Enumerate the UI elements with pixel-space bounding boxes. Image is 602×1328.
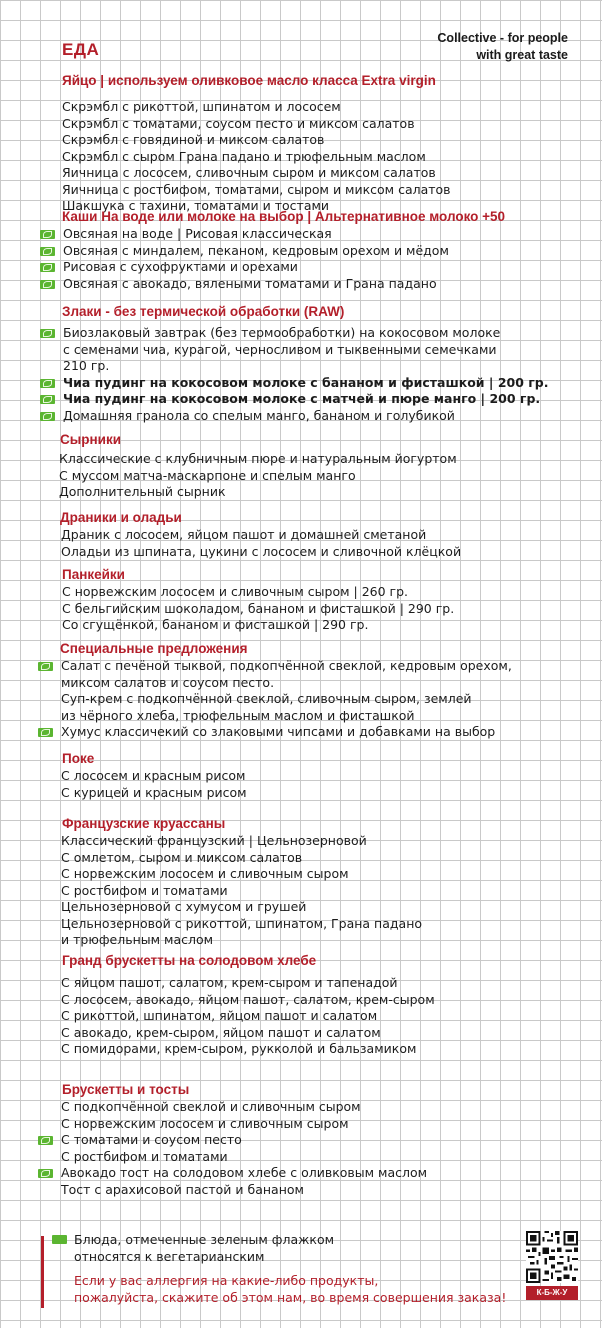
- menu-item-text: Классические с клубничным пюре и натуральным йогуртом: [59, 451, 457, 466]
- veg-flag-icon: [40, 263, 55, 272]
- menu-item-text: Овсяная с авокадо, вялеными томатами и Грана падано: [63, 275, 437, 291]
- menu-item-text: С ростбифом и томатами: [61, 882, 228, 898]
- menu-item-text: С авокадо, крем-сыром, яйцом пашот и салатом: [61, 1024, 381, 1040]
- menu-item: [62, 116, 602, 133]
- menu-item: [63, 408, 602, 425]
- menu-item-text: С муссом матча-маскарпоне и спелым манго: [59, 467, 356, 483]
- menu-item: [61, 1008, 602, 1025]
- menu-item: [62, 165, 602, 182]
- menu-item: [62, 617, 602, 634]
- menu-section: [0, 72, 602, 215]
- section-heading: Французские круассаны: [62, 816, 226, 831]
- veg-flag-icon: [40, 379, 55, 388]
- menu-item: [63, 243, 602, 260]
- veg-note: [74, 1231, 334, 1265]
- menu-item-text: Салат с печёной тыквой, подкопчённой свеклой, кедровым орехом,: [61, 658, 512, 673]
- menu-section: [0, 303, 602, 424]
- allergy-warning: [74, 1272, 506, 1306]
- menu-item: [61, 691, 602, 708]
- menu-item-text: Скрэмбл с сыром Грана падано и трюфельным маслом: [62, 148, 426, 164]
- veg-note-line-1: Блюда, отмеченные зеленым флажком: [74, 1232, 335, 1247]
- menu-item: [61, 916, 602, 933]
- menu-item-text: миксом салатов и соусом песто.: [61, 674, 275, 690]
- menu-item-text: Чиа пудинг на кокосовом молоке с матчей и пюре манго | 200 гр.: [63, 391, 541, 406]
- menu-item-text: С подкопчённой свеклой и сливочным сыром: [61, 1099, 361, 1114]
- menu-section: [0, 431, 602, 501]
- allergy-line-2: пожалуйста, скажите об этом нам, во время совершения заказа!: [74, 1290, 507, 1305]
- veg-flag-icon: [40, 412, 55, 421]
- menu-item-text: 210 гр.: [63, 358, 110, 373]
- veg-flag-icon: [38, 662, 53, 671]
- section-heading: Каши На воде или молоке на выбор | Альтернативное молоко +50: [62, 209, 506, 224]
- section-heading: Поке: [62, 751, 95, 766]
- menu-item: [61, 975, 602, 992]
- page-title: ЕДА: [62, 40, 100, 59]
- menu-item-text: С норвежским лососем и сливочным сыром: [61, 866, 349, 881]
- menu-item: [61, 1165, 602, 1182]
- veg-flag-icon: [38, 728, 53, 737]
- menu-item: [61, 708, 602, 725]
- menu-item: [62, 132, 602, 149]
- menu-item: [61, 724, 602, 741]
- menu-item: [61, 992, 602, 1009]
- menu-section: [0, 1081, 602, 1198]
- menu-item: [62, 584, 602, 601]
- menu-item: [63, 259, 602, 276]
- menu-section: [0, 566, 602, 634]
- menu-item: [61, 1099, 602, 1116]
- menu-item-text: С омлетом, сыром и миксом салатов: [61, 849, 303, 865]
- menu-item-text: С рикоттой, шпинатом, яйцом пашот и салатом: [61, 1008, 378, 1023]
- menu-item: [61, 1116, 602, 1133]
- tagline-line-2: with great taste: [476, 48, 568, 62]
- menu-item-text: С норвежским лососем и сливочным сыром | 260 гр.: [62, 584, 408, 599]
- menu-item-text: Шакшука с тахини, томатами и тостами: [62, 198, 330, 213]
- menu-item: [63, 358, 602, 375]
- veg-note-line-2: относятся к вегетарианским: [74, 1249, 265, 1264]
- menu-item: [61, 866, 602, 883]
- menu-item: [61, 544, 602, 561]
- menu-item-text: С томатами и соусом песто: [61, 1132, 242, 1147]
- menu-item: [61, 658, 602, 675]
- section-heading: Панкейки: [62, 567, 125, 582]
- menu-item-text: Рисовая с сухофруктами и орехами: [63, 259, 298, 274]
- menu-item: [61, 850, 602, 867]
- menu-item: [61, 675, 602, 692]
- menu-item: [63, 226, 602, 243]
- menu-item-text: Овсяная с миндалем, пеканом, кедровым орехом и мёдом: [63, 242, 449, 258]
- menu-item-text: С лососем, авокадо, яйцом пашот, салатом, крем-сыром: [61, 991, 435, 1007]
- menu-item-text: С курицей и красным рисом: [61, 784, 247, 800]
- menu-item-text: Цельнозерновой с хумусом и грушей: [61, 899, 307, 914]
- menu-item-text: из чёрного хлеба, трюфельным маслом и фисташкой: [61, 707, 415, 723]
- menu-item: [61, 1132, 602, 1149]
- veg-flag-icon: [38, 1136, 53, 1145]
- menu-item: [62, 182, 602, 199]
- menu-item: [61, 527, 602, 544]
- menu-item-text: С лососем и красным рисом: [61, 768, 246, 783]
- menu-item: [61, 899, 602, 916]
- menu-section: [0, 509, 602, 560]
- menu-section: [0, 640, 602, 741]
- brand-tagline: [437, 30, 568, 64]
- veg-flag-icon: [40, 280, 55, 289]
- section-heading: Драники и оладьи: [60, 510, 182, 525]
- menu-item-text: Домашняя гранола со спелым манго, бананом и голубикой: [63, 407, 455, 423]
- veg-flag-icon: [40, 247, 55, 256]
- menu-item-text: Суп-крем с подкопчённой свеклой, сливочным сыром, землей: [61, 691, 472, 706]
- menu-item: [59, 468, 602, 485]
- menu-item-text: С норвежским лососем и сливочным сыром: [61, 1115, 349, 1131]
- menu-item: [63, 325, 602, 342]
- veg-flag-icon: [40, 395, 55, 404]
- menu-item: [59, 451, 602, 468]
- menu-item-text: Биозлаковый завтрак (без термообработки) на кокосовом молоке: [63, 325, 501, 340]
- menu-item: [61, 785, 602, 802]
- section-heading: Яйцо | используем оливковое масло класса Extra virgin: [62, 73, 436, 88]
- menu-section: [0, 952, 602, 1058]
- veg-flag-icon: [38, 1169, 53, 1178]
- menu-item-text: Скрэмбл с рикоттой, шпинатом и лососем: [62, 99, 341, 114]
- menu-item-text: Тост с арахисовой пастой и бананом: [61, 1181, 304, 1197]
- menu-item: [61, 1149, 602, 1166]
- menu-item: [63, 391, 602, 408]
- menu-item-text: Скрэмбл с говядиной и миксом салатов: [62, 132, 325, 147]
- menu-item-text: Со сгущёнкой, бананом и фисташкой | 290 гр.: [62, 617, 369, 632]
- menu-item-text: Чиа пудинг на кокосовом молоке с бананом и фисташкой | 200 гр.: [63, 374, 549, 390]
- veg-flag-icon: [40, 329, 55, 338]
- menu-item-text: С помидорами, крем-сыром, рукколой и бальзамиком: [61, 1041, 417, 1056]
- menu-item-text: Драник с лососем, яйцом пашот и домашней сметаной: [61, 527, 427, 542]
- menu-item: [63, 375, 602, 392]
- section-heading: Гранд брускетты на солодовом хлебе: [62, 953, 317, 968]
- allergy-line-1: Если у вас аллергия на какие-либо продукты,: [74, 1273, 379, 1288]
- menu-item: [59, 484, 602, 501]
- section-heading: Злаки - без термической обработки (RAW): [62, 304, 345, 319]
- menu-item-text: С яйцом пашот, салатом, крем-сыром и тапенадой: [61, 975, 398, 990]
- menu-section: [0, 815, 602, 949]
- menu-item: [61, 1041, 602, 1058]
- qr-label: К-Б-Ж-У: [526, 1286, 578, 1300]
- menu-item-text: С ростбифом и томатами: [61, 1148, 228, 1164]
- menu-item-text: Цельнозерновой с рикоттой, шпинатом, Грана падано: [61, 915, 423, 931]
- menu-item-text: Яичница с лососем, сливочным сыром и миксом салатов: [62, 165, 436, 180]
- menu-section: [0, 208, 602, 292]
- menu-item-text: Овсяная на воде | Рисовая классическая: [63, 226, 332, 241]
- menu-item-text: Авокадо тост на солодовом хлебе с оливковым маслом: [61, 1165, 428, 1180]
- menu-item-text: Скрэмбл с томатами, соусом песто и миксом салатов: [62, 115, 415, 131]
- tagline-line-1: Collective - for people: [437, 31, 568, 45]
- section-heading: Сырники: [60, 432, 122, 447]
- menu-section: [0, 750, 602, 801]
- menu-item-text: Хумус классичекий со злаковыми чипсами и добавками на выбор: [61, 724, 496, 739]
- menu-item: [61, 833, 602, 850]
- menu-item-text: С бельгийским шоколадом, бананом и фисташкой | 290 гр.: [62, 600, 455, 616]
- menu-item-text: с семенами чиа, курагой, черносливом и тыквенными семечками: [63, 341, 497, 357]
- menu-item-text: и трюфельным маслом: [61, 932, 214, 947]
- menu-item: [63, 276, 602, 293]
- section-heading: Брускетты и тосты: [62, 1082, 190, 1097]
- qr-code-icon[interactable]: [526, 1231, 578, 1283]
- menu-item: [61, 1025, 602, 1042]
- footer-accent-bar: [41, 1236, 44, 1308]
- menu-item-text: Яичница с ростбифом, томатами, сыром и миксом салатов: [62, 181, 451, 197]
- veg-flag-icon: [40, 230, 55, 239]
- menu-item: [62, 99, 602, 116]
- veg-flag-icon: [52, 1235, 67, 1244]
- section-heading: Специальные предложения: [60, 641, 248, 656]
- menu-item: [62, 149, 602, 166]
- menu-item-text: Классический французский | Цельнозерновой: [61, 833, 367, 848]
- menu-item-text: Оладьи из шпината, цукини с лососем и сливочной клёцкой: [61, 543, 462, 559]
- menu-item: [61, 932, 602, 949]
- menu-item: [61, 1182, 602, 1199]
- menu-item: [61, 768, 602, 785]
- menu-item-text: Дополнительный сырник: [59, 484, 226, 499]
- menu-item: [62, 601, 602, 618]
- menu-item: [63, 342, 602, 359]
- menu-item: [61, 883, 602, 900]
